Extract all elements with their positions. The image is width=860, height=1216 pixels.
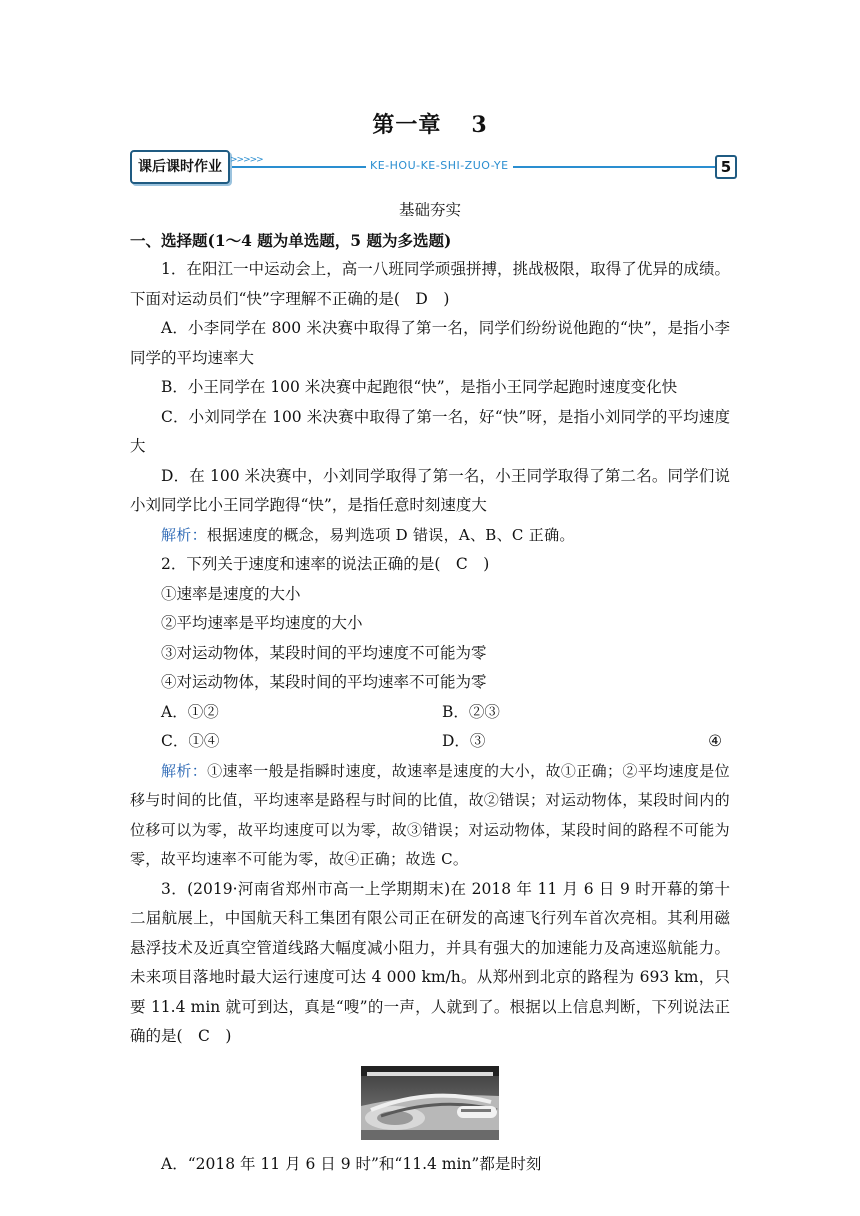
banner-label-box bbox=[130, 150, 230, 184]
question-2-statement-3: ③对运动物体，某段时间的平均速度不可能为零 bbox=[161, 643, 487, 662]
question-2-option-c: C．①④ bbox=[161, 732, 220, 750]
question-3-stem: 3．(2019·河南省郑州市高一上学期期末)在 2018 年 11 月 6 日 9 时开幕的第十二届航展上，中国航天科工集团有限公司正在研发的高速飞行列车首次亮相。其利用磁悬浮技术及近真空管道线路大幅度减小阻力，并具有强大的加速能力及高速巡航能力。未来项目落地时最大运行速度可达 4 000 km/h。从郑州到北京的路程为 693 km，只要 11.4 min 就可到达，真是“嗖”的一声，人就到了。根据以上信息判断，下列说法正确的是( C ) bbox=[130, 879, 730, 1045]
analysis-text: ①速率一般是指瞬时速度，故速率是速度的大小，故①正确；②平均速度是位移与时间的比值，平均速率是路程与时间的比值，故②错误；对运动物体，某段时间内的位移可以为零，故平均速度可以为零，故③错误；对运动物体，某段时间的路程不可能为零，故平均速率不可能为零，故④正确；故选 C。 bbox=[130, 761, 730, 868]
question-1-analysis bbox=[130, 521, 730, 551]
question-2-stem: 2．下列关于速度和速率的说法正确的是( C ) bbox=[161, 555, 490, 573]
banner-number: 5 bbox=[715, 155, 737, 179]
banner-label: 课后课时作业 bbox=[138, 159, 222, 175]
analysis-text: 根据速度的概念，易判选项 D 错误，A、B、C 正确。 bbox=[206, 525, 575, 544]
question-2-analysis bbox=[130, 757, 730, 875]
question-3-option-a: A．“2018 年 11 月 6 日 9 时”和“11.4 min”都是时刻 bbox=[161, 1154, 542, 1173]
question-2-statement-2: ②平均速率是平均速度的大小 bbox=[161, 614, 363, 632]
banner-arrows-icon: >>>>> bbox=[230, 155, 263, 165]
question-2-statement-4: ④对运动物体，某段时间的平均速率不可能为零 bbox=[161, 673, 487, 691]
question-2-statement-1: ①速率是速度的大小 bbox=[161, 584, 301, 603]
question-2-options-row-2 bbox=[130, 727, 730, 757]
analysis-label: 解析： bbox=[161, 525, 207, 544]
analysis-label: 解析： bbox=[161, 761, 208, 780]
question-2-option-d-extra: ④ bbox=[708, 732, 722, 750]
question-2-option-d: D．③ bbox=[442, 732, 486, 750]
part-heading: 一、选择题(1～4 题为单选题，5 题为多选题) bbox=[130, 230, 452, 250]
question-1-option-b: B．小王同学在 100 米决赛中起跑很“快”，是指小王同学起跑时速度变化快 bbox=[161, 378, 678, 396]
question-1-option-a: A．小李同学在 800 米决赛中取得了第一名，同学们纷纷说他跑的“快”，是指小李同学的平均速率大 bbox=[130, 319, 730, 367]
question-1-option-c: C．小刘同学在 100 米决赛中取得了第一名，好“快”呀，是指小刘同学的平均速度大 bbox=[130, 407, 730, 455]
homework-banner bbox=[130, 150, 737, 184]
page-title bbox=[0, 108, 860, 139]
question-2-options-row-1 bbox=[130, 698, 730, 728]
question-2-option-b: B．②③ bbox=[442, 702, 500, 721]
question-1-option-d: D．在 100 米决赛中，小刘同学取得了第一名，小王同学取得了第二名。同学们说小刘同学比小王同学跑得“快”，是指任意时刻速度大 bbox=[130, 466, 730, 514]
question-1-stem: 1．在阳江一中运动会上，高一八班同学顽强拼搏，挑战极限，取得了优异的成绩。下面对运动员们“快”字理解不正确的是( D ) bbox=[130, 260, 730, 308]
section-title: 基础夯实 bbox=[398, 201, 461, 219]
question-2-option-a: A．①② bbox=[161, 702, 219, 721]
maglev-train-photo bbox=[361, 1066, 499, 1140]
document-body bbox=[130, 196, 730, 1179]
chapter-title: 第一章 bbox=[372, 112, 442, 138]
banner-pinyin: KE-HOU-KE-SHI-ZUO-YE bbox=[366, 159, 513, 172]
section-number: 3 bbox=[471, 112, 488, 138]
